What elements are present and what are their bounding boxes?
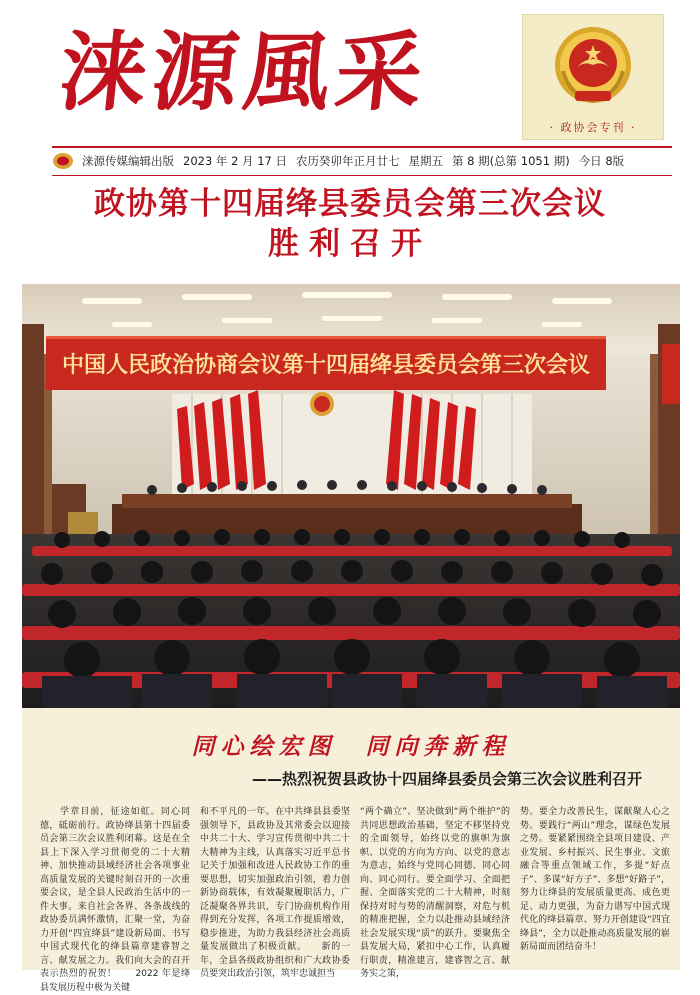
page-count: 今日 8版 [578, 154, 625, 168]
masthead-title: 涞源風采 [54, 22, 434, 123]
headline-line-2: 胜利召开 [268, 226, 432, 262]
publisher-name: 涞源传媒编辑出版 [82, 154, 174, 168]
info-rule-bottom [52, 175, 672, 176]
weekday: 星期五 [408, 154, 443, 168]
info-rule-top [52, 146, 672, 148]
article-column-2: 和不平凡的一年。在中共绛县县委坚强领导下，县政协及其常委会以迎接中共二十大、学习宣传贯彻中共二十大精神为主线，认真落实习近平总书记关于加强和改进人民政协工作的重要思想，切实加强政治引领，着力创新协商载体，有效凝聚履职活力，广泛凝聚各界共识，专门协商机构作用得到充分发挥，各项工作提质增效，稳步推进，为助力我县经济社会高质量发展做出了积极贡献。 新的一年，全县各级政协组织和广大政协委员要突出政治引领，筑牢忠诚担当 [200, 807, 350, 979]
commentary-columns [40, 806, 670, 993]
cppcc-emblem-box [522, 14, 664, 140]
commentary-section [22, 708, 680, 993]
publisher-logo-icon [52, 152, 74, 170]
article-column-3: “两个确立”、坚决做到“两个维护”的共同思想政治基础，坚定不移坚持党的全面领导，始终以党的旗帜为旗帜、以党的方向为方向、以党的意志为意志，始终与党同心同德、同心同向、同心同行。要全面学习、全面把握、全面落实党的二十大精神，时刻保持对时与势的清醒洞察，对危与机的精准把握，全力以赴推动县域经济社会发展实现“质”的跃升。要聚焦全县发展大局，紧扣中心工作，认真履行职责，精准建言，建睿智之言、献务实之策， [360, 807, 510, 979]
banner-text: 中国人民政治协商会议第十四届绛县委员会第三次会议 [61, 352, 591, 378]
conference-hall-illustration [22, 284, 680, 708]
masthead [0, 0, 700, 150]
article-column-1: 学章目前，征途如虹。同心同德，砥砺前行。政协绛县第十四届委员会第三次会议胜利闭幕。这是在全县上下深入学习贯彻党的二十大精神、加快推动县域经济社会各项事业高质量发展的关键时刻召开的一次重要会议，是全县人民政治生活中的一件大事。来自社会各界、各条战线的政协委员满怀激情，汇聚一堂，为奋力开创“四宜绛县”建设新局面、书写中国式现代化的绛县篇章建睿智之言、献发展之力。我们向大会的召开表示热烈的祝贺！ 2022 年是绛县发展历程中极为关键 [40, 807, 190, 993]
headline-line-1: 政协第十四届绛县委员会第三次会议 [94, 186, 606, 222]
slogan-title: 同心绘宏图 同向奔新程 [191, 733, 511, 760]
article-column-4: 势。要全力改善民生，谋献聚人心之势。要践行“两山”理念，谋绿色发展之势。要紧紧围绕全县项目建设、产业发展、乡村振兴、民生事业、文旅融合等重点领域工作，多提“好点子”、多谋“好方子”、多想“好路子”，努力让绛县的发展质量更高、成色更足、动力更强，为奋力谱写中国式现代化的绛县篇章、努力开创建设“四宜绛县”，全力以赴推动高质量发展的崭新局面而团结奋斗！ [520, 807, 670, 952]
special-edition-label: · 政协会专刊 · [549, 121, 637, 134]
issue-number: 第 8 期(总第 1051 期) [452, 154, 570, 168]
commentary-subhead: ——热烈祝贺县政协十四届绛县委员会第三次会议胜利召开 [251, 770, 642, 788]
conference-photo [22, 284, 680, 708]
issue-info-bar [52, 150, 672, 172]
cppcc-emblem-icon [551, 21, 635, 113]
main-headline [0, 184, 700, 264]
lunar-date: 农历癸卯年正月廿七 [296, 154, 400, 168]
issue-date: 2023 年 2 月 17 日 [183, 154, 287, 168]
